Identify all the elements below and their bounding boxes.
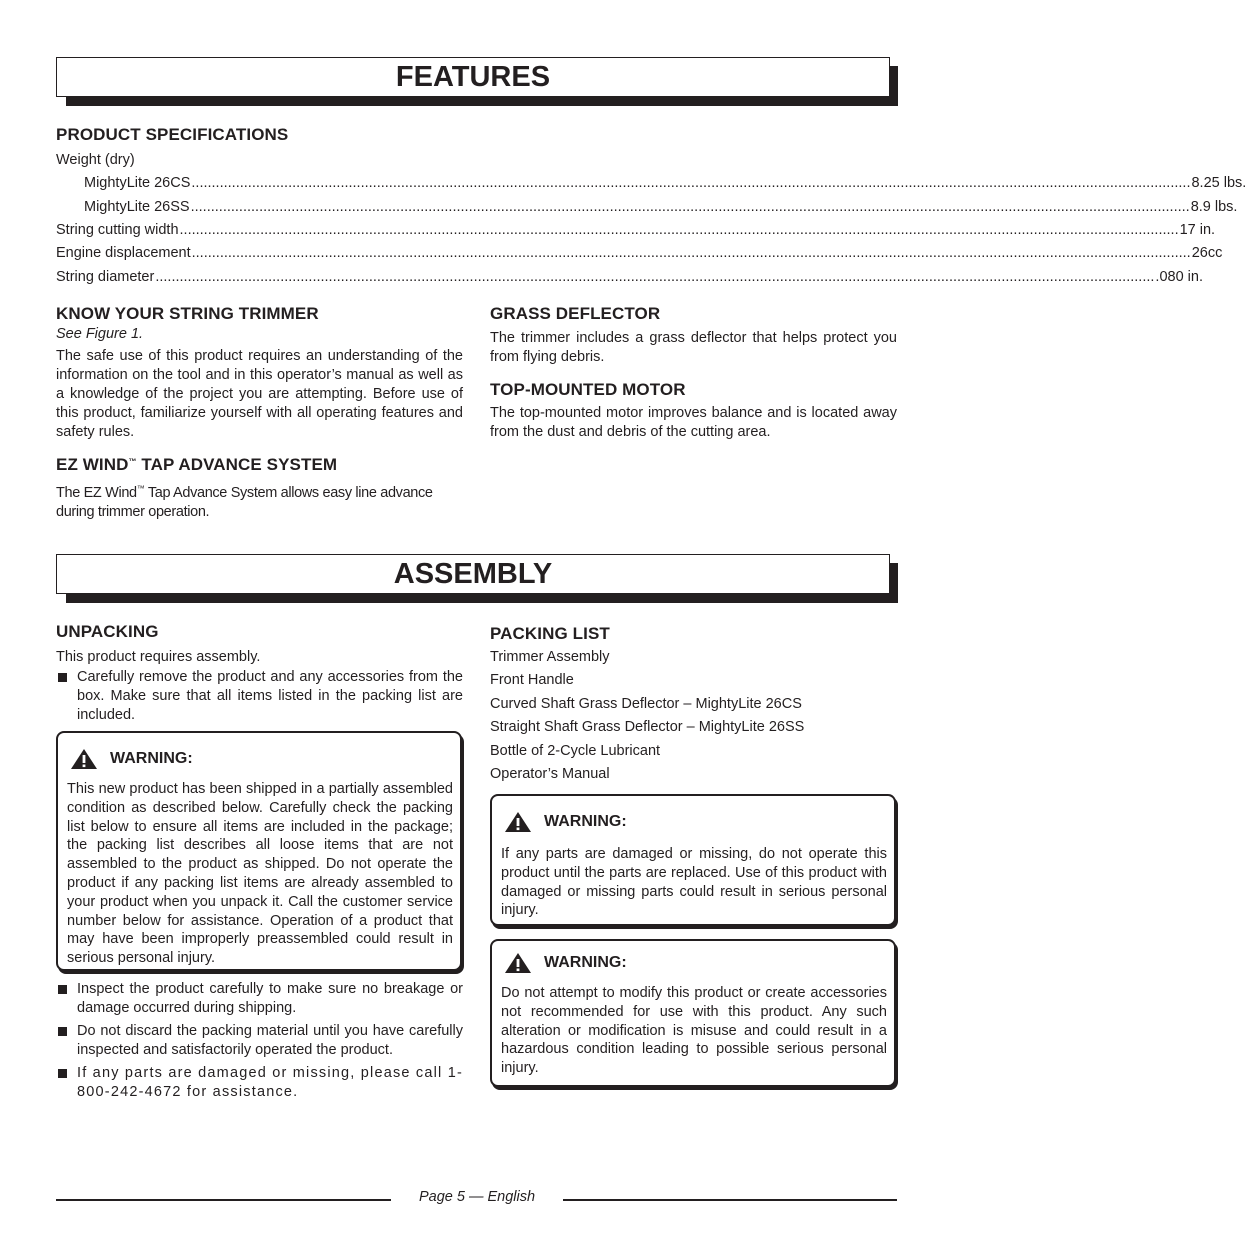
unpacking-bullet-list-2 [56,980,463,1102]
list-item: Bottle of 2-Cycle Lubricant [490,742,661,759]
ez-wind-heading [56,455,337,475]
ez-wind-body [56,479,463,522]
warning-header [70,748,193,770]
leader-dots: ........................................................................................................................................................................................................................................................ [155,269,1155,285]
square-bullet-icon [58,985,67,994]
grass-deflector-heading: GRASS DEFLECTOR [490,304,661,323]
top-motor-body: The top-mounted motor improves balance and is located away from the dust and debris of the cutting area. [490,405,897,440]
spec-value: 8.25 lbs. [1191,175,1246,191]
warning-triangle-icon [504,811,532,833]
spec-row-26cs [84,173,1246,193]
weight-label: Weight (dry) [56,152,135,168]
bullet-text: Do not discard the packing material until you have carefully inspected and satisfactorily operated the product. [77,1023,463,1058]
square-bullet-icon [58,1069,67,1078]
warning-label: WARNING: [544,813,627,830]
spec-label: MightyLite 26CS [84,175,191,191]
list-item [56,1022,463,1060]
packing-list-heading: PACKING LIST [490,624,610,643]
spec-row-cutting-width [56,220,1216,240]
list-item: Front Handle [490,672,574,689]
warning-label: WARNING: [110,750,193,767]
packing-list [490,646,897,786]
warning-body: Do not attempt to modify this product or create accessories not recommended for use with this product. Any such alteration or modification is misuse and could result in a hazardous condition leading to possible serious personal injury. [501,985,887,1077]
list-item [56,1064,463,1102]
warning-body: This new product has been shipped in a partially assembled condition as described below. Carefully check the packing list below to ensure all items are included in the package; the packing list describes all loose items that are not assembled to the product as shipped. Do not operate the product if any packing list items are already assembled to your product when you unpack it. Call the customer service number below for assistance. Operation of a product that may have been improperly preassembled could result in serious personal injury. [67,781,453,967]
warning-triangle-icon [504,952,532,974]
footer-rule-right [563,1199,897,1201]
grass-deflector-body: The trimmer includes a grass deflector that helps protect you from flying debris. [490,330,897,365]
spec-row-26ss [84,197,1238,217]
bullet-text: Carefully remove the product and any accessories from the box. Make sure that all items listed in the packing list are included. [77,669,463,723]
warning-box-damaged-parts [490,794,896,926]
unpacking-intro: This product requires assembly. [56,649,261,665]
spec-label: Engine displacement [56,245,191,261]
warning-box-shipping [56,731,462,971]
ez-wind-heading-prefix: EZ WIND [56,455,129,474]
know-trimmer-heading: KNOW YOUR STRING TRIMMER [56,304,319,323]
features-title: FEATURES [395,61,551,93]
warning-header [504,952,627,974]
ez-wind-body-prefix: The EZ Wind [56,485,137,501]
ez-wind-heading-suffix: TAP ADVANCE SYSTEM [136,455,338,474]
leader-dots: ........................................................................................................................................................................................................................................................ [191,175,1191,191]
leader-dots: ........................................................................................................................................................................................................................................................ [190,199,1190,215]
leader-dots: ........................................................................................................................................................................................................................................................ [179,222,1179,238]
list-item: Curved Shaft Grass Deflector – MightyLite 26CS [490,695,802,712]
spec-row-displacement [56,243,1223,263]
warning-body: If any parts are damaged or missing, do not operate this product until the parts are replaced. Use of this product with damaged or missing parts could result in serious personal injury. [501,846,887,919]
list-item: Operator’s Manual [490,766,610,783]
list-item: Trimmer Assembly [490,649,610,665]
spec-label: String cutting width [56,222,179,238]
warning-label: WARNING: [544,954,627,971]
unpacking-bullet-list-1 [56,668,463,725]
spec-value: 8.9 lbs. [1190,199,1238,215]
warning-triangle-icon [70,748,98,770]
spec-label: String diameter [56,269,155,285]
leader-dots: ........................................................................................................................................................................................................................................................ [191,245,1191,261]
spec-value: 26cc [1191,245,1223,261]
top-motor-heading: TOP-MOUNTED MOTOR [490,380,686,399]
know-trimmer-body: The safe use of this product requires an understanding of the information on the tool and in this operator’s manual as well as a knowledge of the project you are attempting. Before use of this product, familiarize yourself with all operating features and safety rules. [56,348,463,440]
trademark-symbol: ™ [136,484,145,493]
list-item [56,980,463,1018]
spec-label: MightyLite 26SS [84,199,190,215]
warning-header [504,811,627,833]
spec-row-string-diameter [56,267,1203,287]
assembly-title: ASSEMBLY [393,558,553,590]
bullet-text: If any parts are damaged or missing, please call 1-800-242-4672 for assistance. [77,1065,463,1100]
spec-value: 17 in. [1179,222,1216,238]
square-bullet-icon [58,673,67,682]
spec-value: .080 in. [1155,269,1203,285]
unpacking-heading: UNPACKING [56,622,159,641]
ez-wind-body-suffix: Tap Advance System allows easy line advance during trimmer operation. [56,485,433,520]
warning-box-modification [490,939,896,1087]
bullet-text: Inspect the product carefully to make sure no breakage or damage occurred during shipping. [77,981,463,1016]
product-specifications-heading: PRODUCT SPECIFICATIONS [56,125,289,144]
footer-rule-left [56,1199,391,1201]
features-banner [56,57,890,97]
list-item [56,668,463,725]
assembly-banner [56,554,890,594]
page-number: Page 5 — English [418,1189,536,1205]
square-bullet-icon [58,1027,67,1036]
see-figure-note: See Figure 1. [56,326,144,342]
list-item: Straight Shaft Grass Deflector – MightyLite 26SS [490,719,805,736]
trademark-symbol: ™ [128,457,137,466]
